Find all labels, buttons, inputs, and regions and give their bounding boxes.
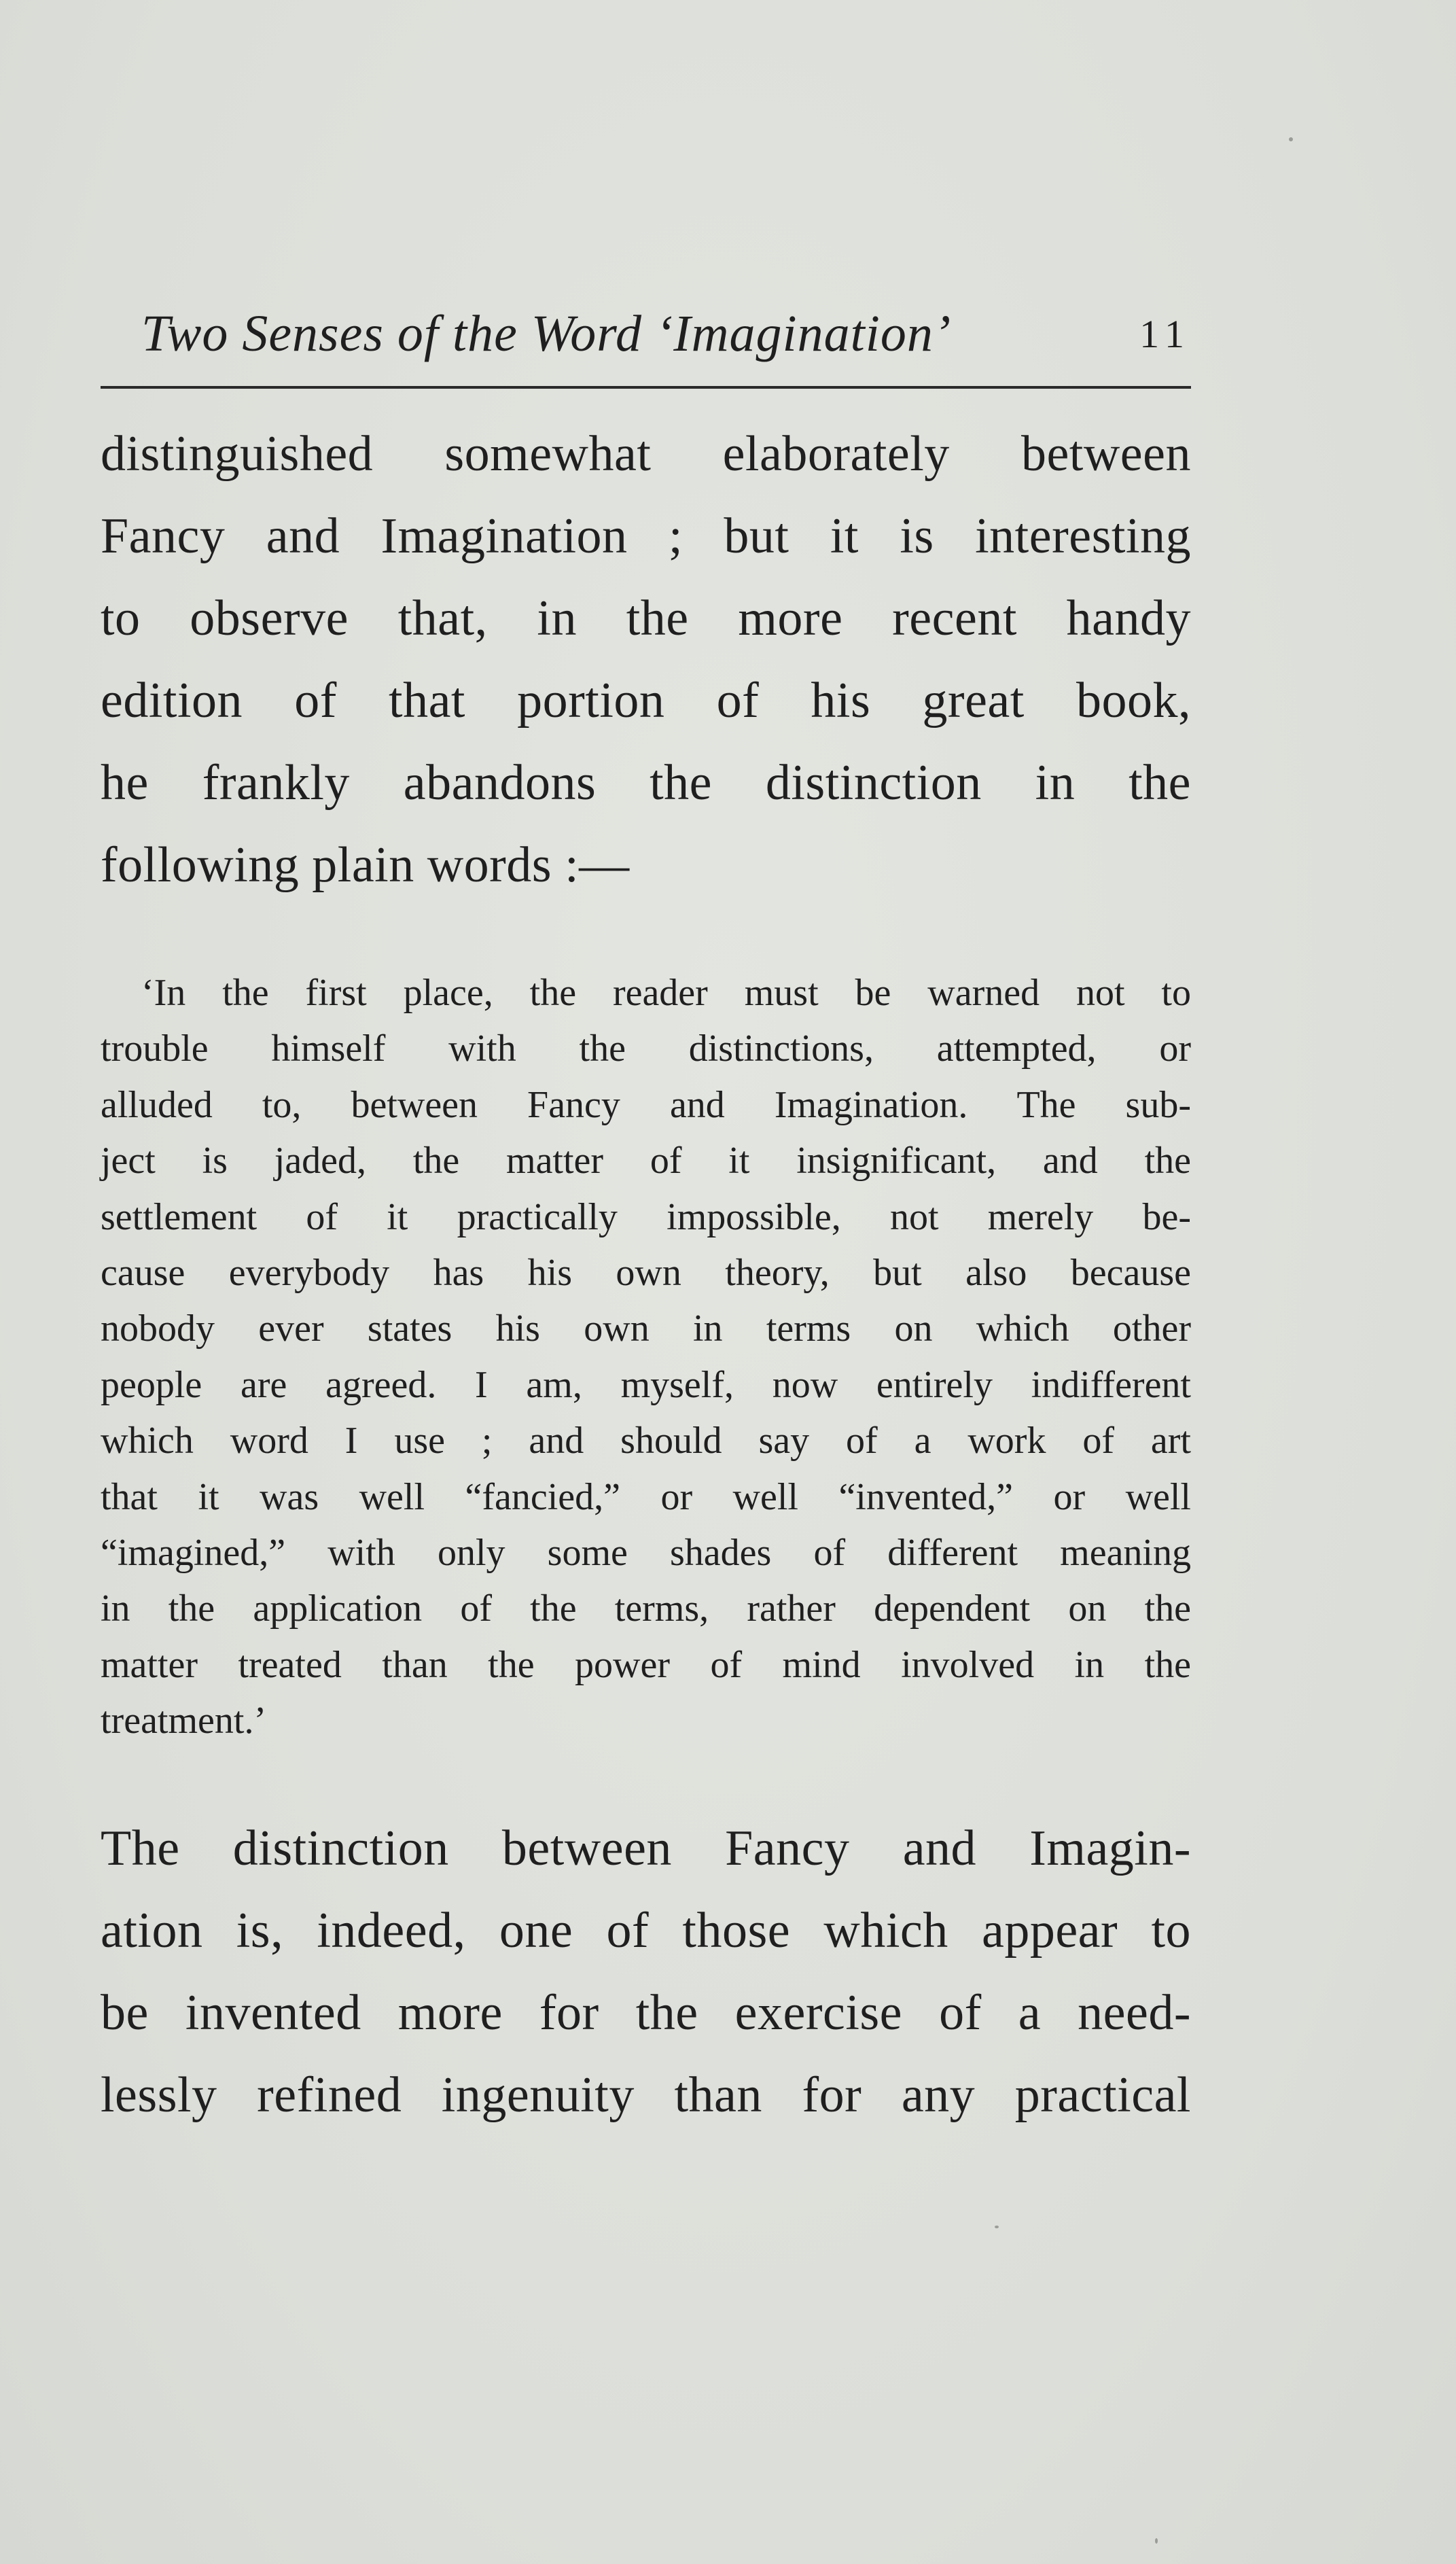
quote-line: ject is jaded, the matter of it insignificant, and the xyxy=(101,1140,1191,1182)
quote-line: in the application of the terms, rather dependent on the xyxy=(101,1587,1191,1630)
text-line: be invented more for the exercise of a need- xyxy=(101,1985,1191,2041)
quote-line: alluded to, between Fancy and Imagination. The sub- xyxy=(101,1083,1191,1126)
paper-speck xyxy=(1155,2538,1158,2544)
header-rule xyxy=(101,386,1191,389)
paragraph-2 xyxy=(101,1808,1191,2137)
quote-line: ‘In the first place, the reader must be warned not to xyxy=(141,972,1191,1014)
text-line: Fancy and Imagination ; but it is interesting xyxy=(101,508,1191,564)
quote-line: treatment.’ xyxy=(101,1700,267,1742)
quote-line: cause everybody has his own theory, but also because xyxy=(101,1252,1191,1295)
quote-line: settlement of it practically impossible, not merely be- xyxy=(101,1195,1191,1238)
text-line: following plain words :— xyxy=(101,837,630,893)
paragraph-1 xyxy=(101,413,1191,907)
text-line: distinguished somewhat elaborately between xyxy=(101,426,1191,482)
text-line: he frankly abandons the distinction in the xyxy=(101,755,1191,811)
quote-line: matter treated than the power of mind involved in the xyxy=(101,1643,1191,1686)
text-line: edition of that portion of his great book, xyxy=(101,673,1191,728)
quote-line: that it was well “fancied,” or well “invented,” or well xyxy=(101,1475,1191,1518)
text-line: The distinction between Fancy and Imagin- xyxy=(101,1821,1191,1876)
running-head-title: Two Senses of the Word ‘Imagination’ xyxy=(141,305,952,362)
text-line: to observe that, in the more recent handy xyxy=(101,591,1191,646)
text-line: lessly refined ingenuity than for any practical xyxy=(101,2067,1191,2123)
paper-speck xyxy=(1289,137,1293,141)
quote-line: nobody ever states his own in terms on which other xyxy=(101,1307,1191,1350)
page-number: 11 xyxy=(1139,312,1191,356)
running-head xyxy=(101,299,1191,367)
quote-line: which word I use ; and should say of a work of art xyxy=(101,1420,1191,1462)
text-line: ation is, indeed, one of those which appear to xyxy=(101,1903,1191,1959)
paper-speck xyxy=(995,2226,999,2228)
quote-line: people are agreed. I am, myself, now entirely indifferent xyxy=(101,1363,1191,1406)
block-quotation xyxy=(101,965,1191,1749)
quote-line: trouble himself with the distinctions, attempted, or xyxy=(101,1028,1191,1070)
quote-line: “imagined,” with only some shades of different meaning xyxy=(101,1532,1191,1575)
